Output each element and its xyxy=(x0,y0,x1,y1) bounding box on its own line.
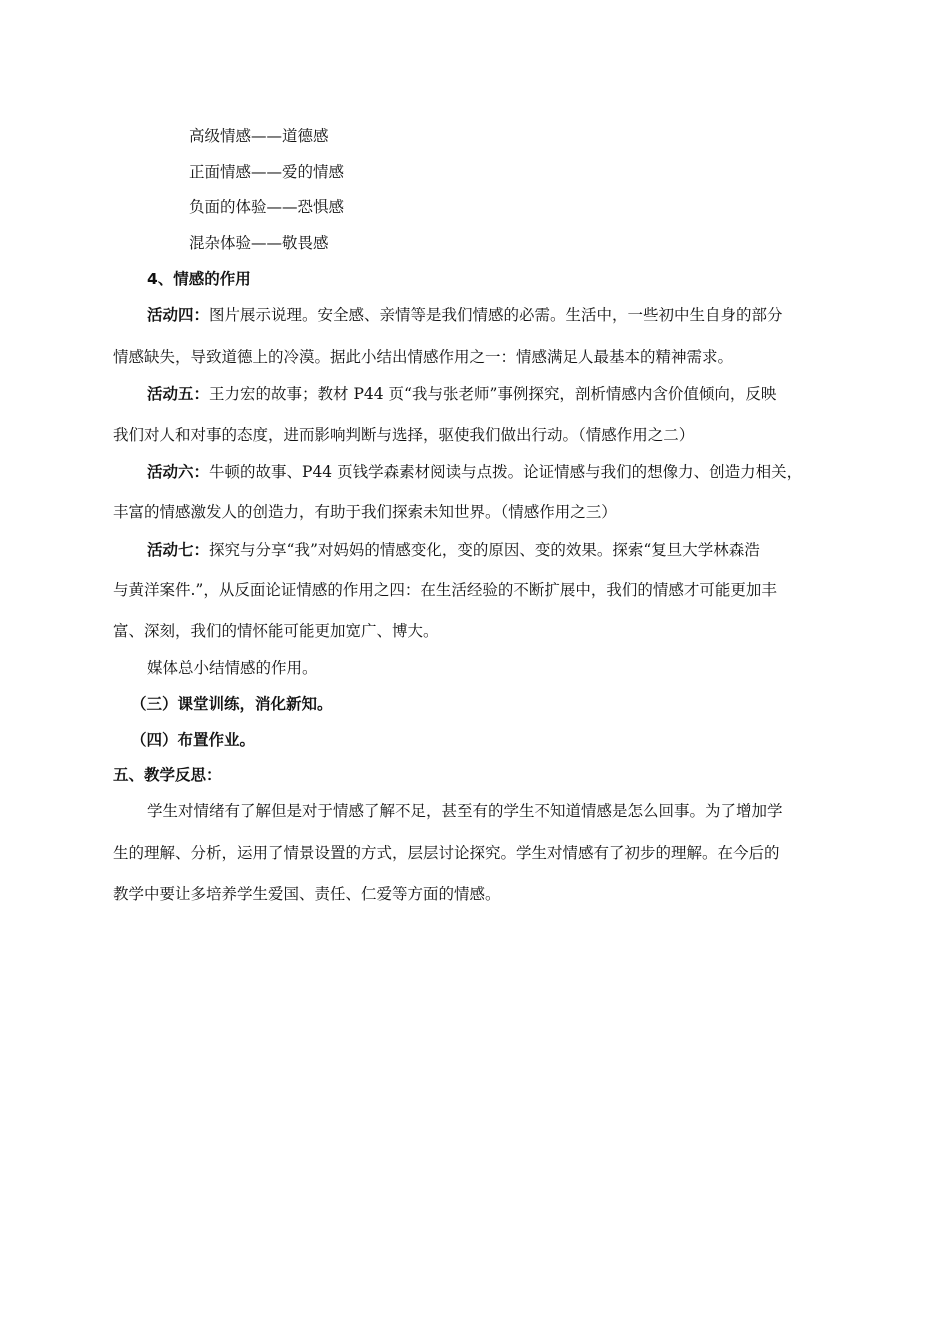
activity-paragraph-line xyxy=(147,384,776,404)
classification-item: 正面情感——爱的情感 xyxy=(189,163,345,181)
activity-label: 活动四： xyxy=(147,306,210,324)
activity-text: 探究与分享“我”对妈妈的情感变化，变的原因、变的效果。探索“复旦大学林森浩 xyxy=(209,541,760,559)
activity-paragraph-line xyxy=(147,305,837,325)
activity-text: 图片展示说理。安全感、亲情等是我们情感的必需。生活中，一些初中生自身的部分 xyxy=(209,306,783,324)
activity-text: 与黄洋案件.”，从反面论证情感的作用之四：在生活经验的不断扩展中，我们的情感才可能更加丰 xyxy=(113,581,777,599)
activity-label: 活动七： xyxy=(147,541,210,559)
media-summary: 媒体总小结情感的作用。 xyxy=(147,659,318,677)
part-heading: （三）课堂训练，消化新知。 xyxy=(131,695,333,713)
activity-paragraph-line xyxy=(147,540,760,560)
activity-paragraph-line xyxy=(147,462,802,482)
part-heading: 五、教学反思： xyxy=(113,766,222,784)
classification-item: 混杂体验——敬畏感 xyxy=(189,234,329,252)
activity-label: 活动六： xyxy=(147,463,210,481)
activity-text: 牛顿的故事、P44 页钱学森素材阅读与点拨。论证情感与我们的想像力、创造力相关， xyxy=(209,463,803,481)
reflection-text: 教学中要让多培养学生爱国、责任、仁爱等方面的情感。 xyxy=(113,885,501,903)
classification-item: 负面的体验——恐惧感 xyxy=(189,198,345,216)
activity-text: 富、深刻，我们的情怀能可能更加宽广、博大。 xyxy=(113,622,439,640)
activity-text: 王力宏的故事；教材 P44 页“我与张老师”事例探究，剖析情感内含价值倾向，反映 xyxy=(209,385,777,403)
section-heading: 4、情感的作用 xyxy=(147,270,251,288)
classification-item: 高级情感——道德感 xyxy=(189,127,329,145)
activity-label: 活动五： xyxy=(147,385,210,403)
activity-text: 丰富的情感激发人的创造力，有助于我们探索未知世界。（情感作用之三） xyxy=(113,503,617,521)
reflection-text: 学生对情绪有了解但是对于情感了解不足，甚至有的学生不知道情感是怎么回事。为了增加学 xyxy=(147,802,783,820)
part-heading: （四）布置作业。 xyxy=(131,731,256,749)
reflection-text: 生的理解、分析，运用了情景设置的方式，层层讨论探究。学生对情感有了初步的理解。在今后的 xyxy=(113,844,780,862)
activity-text: 我们对人和对事的态度，进而影响判断与选择，驱使我们做出行动。（情感作用之二） xyxy=(113,426,695,444)
activity-text: 情感缺失，导致道德上的冷漠。据此小结出情感作用之一：情感满足人最基本的精神需求。 xyxy=(113,348,734,366)
